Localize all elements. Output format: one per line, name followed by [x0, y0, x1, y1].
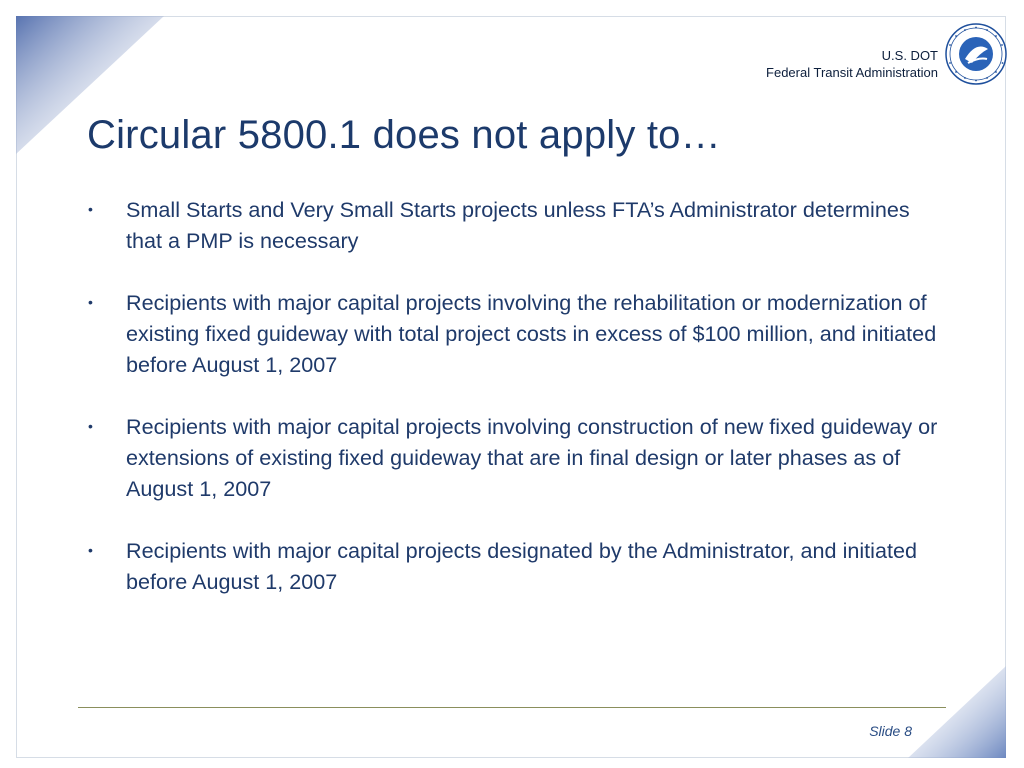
agency-line-2: Federal Transit Administration	[766, 65, 938, 80]
bullet-text: Recipients with major capital projects involving the rehabilitation or modernization of existing fixed guideway with total project costs in excess of $100 million, and initiated before August 1, 2007	[126, 290, 937, 377]
bullet-marker: •	[88, 294, 93, 310]
bullet-list	[88, 194, 948, 628]
bullet-text: Recipients with major capital projects designated by the Administrator, and initiated before August 1, 2007	[126, 538, 917, 594]
bullet-marker: •	[88, 418, 93, 434]
bullet-item	[88, 535, 948, 597]
bullet-marker: •	[88, 201, 93, 217]
bullet-item	[88, 194, 948, 256]
bullet-text: Small Starts and Very Small Starts projects unless FTA’s Administrator determines that a PMP is necessary	[126, 197, 910, 253]
footer-divider	[78, 707, 946, 708]
corner-gradient-bottom-right	[908, 666, 1006, 758]
dot-seal-icon	[945, 23, 1007, 85]
slide-title: Circular 5800.1 does not apply to…	[87, 113, 721, 157]
slide-number: Slide 8	[869, 723, 912, 739]
bullet-marker: •	[88, 542, 93, 558]
bullet-item	[88, 287, 948, 380]
agency-line-1: U.S. DOT	[881, 48, 938, 63]
agency-header	[766, 47, 938, 81]
bullet-item	[88, 411, 948, 504]
bullet-text: Recipients with major capital projects involving construction of new fixed guideway or extensions of existing fixed guideway that are in final design or later phases as of August 1, 2007	[126, 414, 938, 501]
